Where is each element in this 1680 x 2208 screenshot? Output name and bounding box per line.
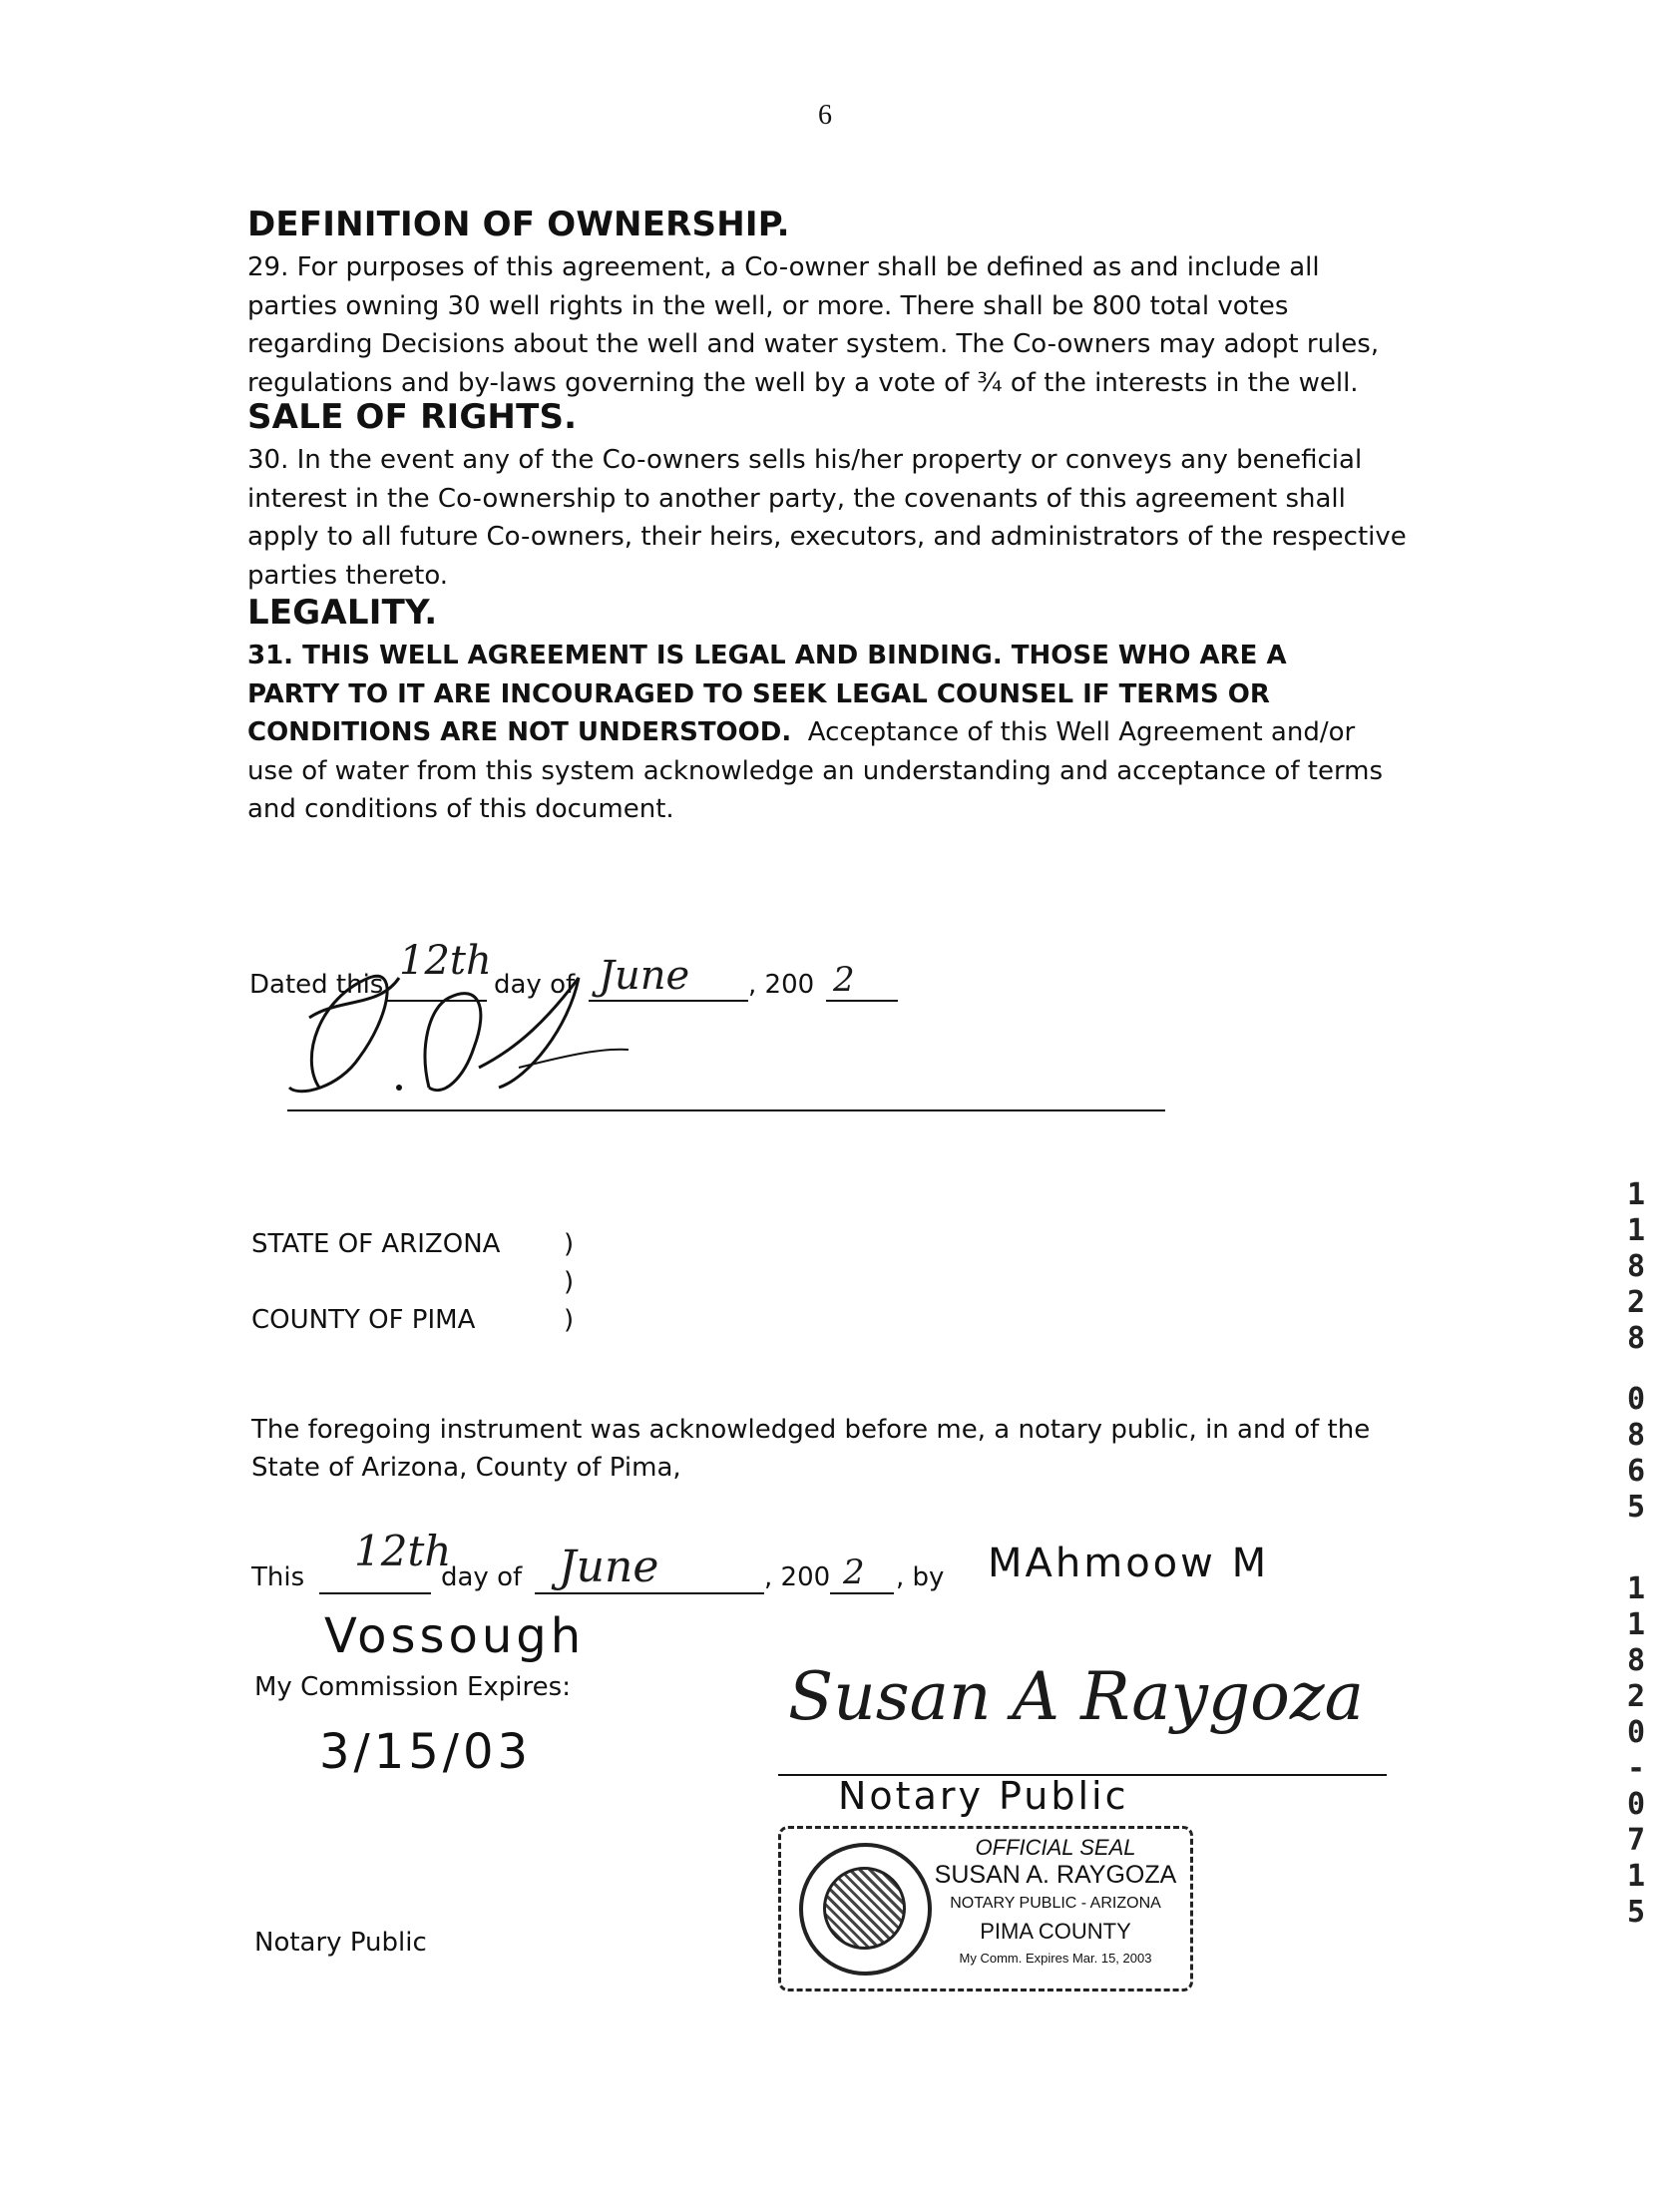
text-line: regulations and by-laws governing the well by a vote of ¾ of the interests in the well. bbox=[247, 367, 1359, 398]
notary-year-line bbox=[830, 1592, 894, 1594]
stamp-digit: 1 bbox=[1626, 1607, 1646, 1642]
stamp-digit: 0 bbox=[1626, 1382, 1646, 1417]
dated-hand-year: 2 bbox=[833, 960, 855, 1000]
page-number: 6 bbox=[818, 100, 832, 131]
text-line bbox=[247, 713, 1383, 752]
stamp-digit: 6 bbox=[1626, 1454, 1646, 1489]
text-line: apply to all future Co-owners, their heirs, executors, and administrators of the respective bbox=[247, 522, 1407, 552]
stamp-digit: 0 bbox=[1626, 1715, 1646, 1750]
stamp-digit: 0 bbox=[1626, 1787, 1646, 1822]
dated-day-label: day of bbox=[494, 970, 576, 1000]
heading-sale-of-rights: SALE OF RIGHTS. bbox=[247, 397, 578, 437]
notary-year-label: , 200 bbox=[764, 1562, 831, 1592]
seal-line-5: My Comm. Expires Mar. 15, 2003 bbox=[959, 1951, 1152, 1966]
paragraph-31 bbox=[247, 637, 1383, 829]
text-line: interest in the Co-ownership to another party, the covenants of this agreement shall bbox=[247, 483, 1346, 514]
text-line: and conditions of this document. bbox=[247, 794, 674, 824]
heading-ownership: DEFINITION OF OWNERSHIP. bbox=[247, 205, 790, 244]
notary-hand-signature: Susan A Raygoza bbox=[788, 1658, 1365, 1735]
paragraph-30 bbox=[247, 441, 1407, 595]
notary-hand-name-2: Vossough bbox=[324, 1608, 586, 1664]
venue-state: STATE OF ARIZONA bbox=[251, 1229, 501, 1259]
section-sale-of-rights bbox=[247, 397, 1407, 595]
notary-by-label: , by bbox=[896, 1562, 945, 1592]
dated-year-line bbox=[826, 1000, 898, 1002]
notary-day-label: day of bbox=[441, 1562, 523, 1592]
owner-signature bbox=[279, 938, 658, 1117]
stamp-digit: - bbox=[1626, 1751, 1646, 1786]
stamp-digit: 2 bbox=[1626, 1679, 1646, 1714]
venue-county: COUNTY OF PIMA bbox=[251, 1305, 476, 1335]
commission-label: My Commission Expires: bbox=[254, 1672, 571, 1702]
stamp-digit: 2 bbox=[1626, 1285, 1646, 1320]
notary-hand-name-1: MAhmoow M bbox=[988, 1541, 1270, 1586]
venue-paren: ) bbox=[564, 1305, 575, 1335]
venue-paren: ) bbox=[564, 1229, 575, 1259]
margin-recording-stamp bbox=[1616, 1177, 1656, 1357]
stamp-digit: 8 bbox=[1626, 1321, 1646, 1356]
bold-text: 31. THIS WELL AGREEMENT IS LEGAL AND BINDING. THOSE WHO ARE A bbox=[247, 641, 1287, 670]
text-line bbox=[247, 675, 1383, 714]
notary-hand-month: June bbox=[559, 1542, 659, 1592]
stamp-digit: 8 bbox=[1626, 1643, 1646, 1678]
notary-hand-year: 2 bbox=[843, 1552, 865, 1592]
notary-hand-day: 12th bbox=[354, 1527, 452, 1575]
margin-recording-stamp bbox=[1616, 1382, 1656, 1526]
seal-emblem-icon bbox=[799, 1843, 932, 1976]
stamp-digit: 1 bbox=[1626, 1177, 1646, 1212]
stamp-digit: 1 bbox=[1626, 1571, 1646, 1606]
text-line: use of water from this system acknowledge an understanding and acceptance of terms bbox=[247, 755, 1384, 786]
commission-hand-date: 3/15/03 bbox=[319, 1724, 533, 1780]
notary-public-label: Notary Public bbox=[254, 1928, 427, 1958]
text-line: regarding Decisions about the well and water system. The Co-owners may adopt rules, bbox=[247, 329, 1380, 359]
dated-hand-month: June bbox=[599, 953, 690, 999]
stamp-digit: 8 bbox=[1626, 1418, 1646, 1453]
seal-line-2: SUSAN A. RAYGOZA bbox=[934, 1861, 1177, 1889]
notary-day-line bbox=[319, 1592, 431, 1594]
section-legality bbox=[247, 593, 1383, 829]
seal-line-1: OFFICIAL SEAL bbox=[975, 1835, 1136, 1860]
seal-crest-icon bbox=[823, 1867, 906, 1950]
paragraph-29 bbox=[247, 248, 1379, 402]
heading-legality: LEGALITY. bbox=[247, 593, 438, 633]
text-line: parties thereto. bbox=[247, 560, 449, 591]
acknowledgment-line-1: The foregoing instrument was acknowledged before me, a notary public, in and of the bbox=[251, 1415, 1371, 1445]
seal-line-3: NOTARY PUBLIC - ARIZONA bbox=[950, 1895, 1161, 1912]
stamp-digit: 8 bbox=[1626, 1249, 1646, 1284]
bold-text: CONDITIONS ARE NOT UNDERSTOOD. bbox=[247, 717, 792, 747]
seal-line-4: PIMA COUNTY bbox=[980, 1919, 1131, 1944]
margin-recording-stamp bbox=[1616, 1571, 1656, 1931]
bold-text: PARTY TO IT ARE INCOURAGED TO SEEK LEGAL COUNSEL IF TERMS OR bbox=[247, 678, 1270, 709]
stamp-digit: 1 bbox=[1626, 1213, 1646, 1248]
stamp-digit: 5 bbox=[1626, 1490, 1646, 1525]
plain-text: Acceptance of this Well Agreement and/or bbox=[791, 717, 1356, 747]
section-ownership bbox=[247, 205, 1379, 402]
notary-hand-title: Notary Public bbox=[838, 1774, 1129, 1818]
owner-signature-line bbox=[287, 1109, 1165, 1111]
dated-hand-day: 12th bbox=[399, 938, 492, 984]
notary-this-label: This bbox=[251, 1562, 305, 1592]
stamp-digit: 1 bbox=[1626, 1859, 1646, 1894]
text-line: 30. In the event any of the Co-owners sells his/her property or conveys any beneficial bbox=[247, 445, 1363, 475]
stamp-digit: 7 bbox=[1626, 1823, 1646, 1858]
text-line: 29. For purposes of this agreement, a Co-owner shall be defined as and include all bbox=[247, 252, 1320, 282]
acknowledgment-line-2: State of Arizona, County of Pima, bbox=[251, 1453, 681, 1483]
notary-month-line bbox=[535, 1592, 764, 1594]
text-line: parties owning 30 well rights in the well, or more. There shall be 800 total votes bbox=[247, 290, 1289, 321]
text-line bbox=[247, 637, 1383, 675]
dated-prefix: Dated this bbox=[249, 970, 384, 1000]
venue-paren: ) bbox=[564, 1267, 575, 1297]
dated-year-prefix: , 200 bbox=[748, 970, 815, 1000]
official-seal bbox=[778, 1826, 1193, 1991]
stamp-digit: 5 bbox=[1626, 1895, 1646, 1930]
